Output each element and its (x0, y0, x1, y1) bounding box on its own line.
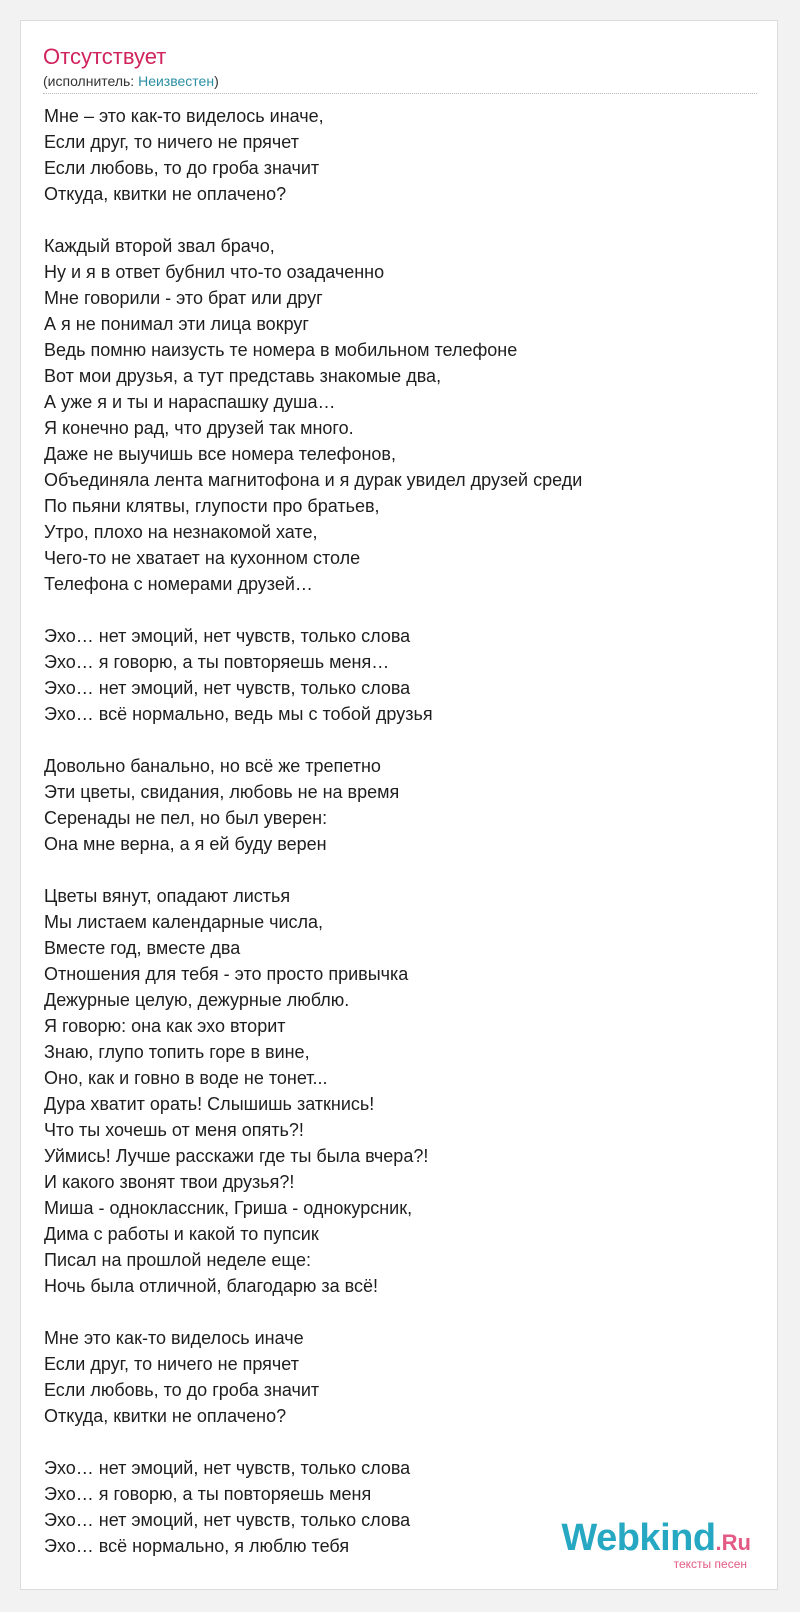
lyric-line: Отношения для тебя - это просто привычка (44, 964, 409, 984)
lyric-line: Я конечно рад, что друзей так много. (44, 418, 354, 438)
lyric-line: Вместе год, вместе два (44, 938, 241, 958)
lyric-line: Она мне верна, а я ей буду верен (44, 834, 327, 854)
lyric-line: Чего-то не хватает на кухонном столе (44, 548, 361, 568)
artist-suffix: ) (214, 73, 219, 89)
artist-prefix: (исполнитель: (43, 73, 139, 89)
logo-brand: Webkind (561, 1517, 716, 1559)
lyric-line: Что ты хочешь от меня опять?! (44, 1120, 304, 1140)
artist-line (43, 73, 219, 89)
lyric-line: И какого звонят твои друзья?! (44, 1172, 295, 1192)
lyric-line: Дима с работы и какой то пупсик (44, 1224, 319, 1244)
lyrics-card (20, 20, 778, 1590)
lyric-stanza (44, 233, 764, 597)
lyric-line: Мне – это как-то виделось иначе, (44, 106, 324, 126)
lyric-line: Эхо… нет эмоций, нет чувств, только слова (44, 1510, 411, 1530)
lyric-line: Утро, плохо на незнакомой хате, (44, 522, 318, 542)
lyric-stanza (44, 1325, 764, 1429)
lyric-line: Откуда, квитки не оплачено? (44, 184, 287, 204)
lyric-line: Каждый второй звал брачо, (44, 236, 275, 256)
lyric-line: Уймись! Лучше расскажи где ты была вчера?! (44, 1146, 429, 1166)
lyric-stanza (44, 103, 764, 207)
lyric-line: Эхо… всё нормально, я люблю тебя (44, 1536, 350, 1556)
lyric-line: Ведь помню наизусть те номера в мобильном телефоне (44, 340, 518, 360)
lyric-line: Мне говорили - это брат или друг (44, 288, 323, 308)
lyric-line: Откуда, квитки не оплачено? (44, 1406, 287, 1426)
lyric-line: Вот мои друзья, а тут представь знакомые два, (44, 366, 442, 386)
lyric-line: Телефона с номерами друзей… (44, 574, 313, 594)
logo-tagline: тексты песен (673, 1557, 747, 1571)
lyric-line: Дура хватит орать! Слышишь заткнись! (44, 1094, 375, 1114)
lyrics-body (44, 103, 764, 1585)
lyric-line: Эхо… всё нормально, ведь мы с тобой друзья (44, 704, 433, 724)
lyric-line: Если любовь, то до гроба значит (44, 158, 320, 178)
header-divider (43, 93, 757, 94)
lyric-line: Объединяла лента магнитофона и я дурак увидел друзей среди (44, 470, 583, 490)
lyric-line: Серенады не пел, но был уверен: (44, 808, 328, 828)
lyric-stanza (44, 883, 764, 1299)
artist-link[interactable]: Неизвестен (138, 73, 215, 89)
lyric-line: А уже я и ты и нараспашку душа… (44, 392, 336, 412)
logo-tld: .Ru (715, 1530, 751, 1555)
song-title: Отсутствует (43, 44, 167, 69)
lyric-line: Писал на прошлой неделе еще: (44, 1250, 312, 1270)
lyric-stanza (44, 623, 764, 727)
lyric-stanza (44, 753, 764, 857)
lyric-line: Если друг, то ничего не прячет (44, 132, 299, 152)
webkind-logo[interactable] (561, 1517, 751, 1571)
lyric-line: По пьяни клятвы, глупости про братьев, (44, 496, 380, 516)
lyric-line: Цветы вянут, опадают листья (44, 886, 291, 906)
lyric-line: Эти цветы, свидания, любовь не на время (44, 782, 400, 802)
lyric-line: Эхо… нет эмоций, нет чувств, только слова (44, 626, 411, 646)
lyric-line: Мне это как-то виделось иначе (44, 1328, 304, 1348)
lyric-line: Оно, как и говно в воде не тонет... (44, 1068, 328, 1088)
lyric-line: Ночь была отличной, благодарю за всё! (44, 1276, 379, 1296)
lyric-line: Довольно банально, но всё же трепетно (44, 756, 381, 776)
lyric-line: Эхо… я говорю, а ты повторяешь меня… (44, 652, 390, 672)
lyric-line: Я говорю: она как эхо вторит (44, 1016, 286, 1036)
lyric-line: Мы листаем календарные числа, (44, 912, 324, 932)
lyric-line: А я не понимал эти лица вокруг (44, 314, 309, 334)
lyric-line: Даже не выучишь все номера телефонов, (44, 444, 396, 464)
lyric-line: Дежурные целую, дежурные люблю. (44, 990, 350, 1010)
lyric-line: Если любовь, то до гроба значит (44, 1380, 320, 1400)
lyric-line: Если друг, то ничего не прячет (44, 1354, 299, 1374)
lyric-line: Миша - одноклассник, Гриша - однокурсник, (44, 1198, 413, 1218)
lyric-line: Ну и я в ответ бубнил что-то озадаченно (44, 262, 385, 282)
lyric-line: Эхо… нет эмоций, нет чувств, только слова (44, 678, 411, 698)
lyric-line: Знаю, глупо топить горе в вине, (44, 1042, 310, 1062)
lyric-line: Эхо… я говорю, а ты повторяешь меня (44, 1484, 372, 1504)
lyric-line: Эхо… нет эмоций, нет чувств, только слова (44, 1458, 411, 1478)
